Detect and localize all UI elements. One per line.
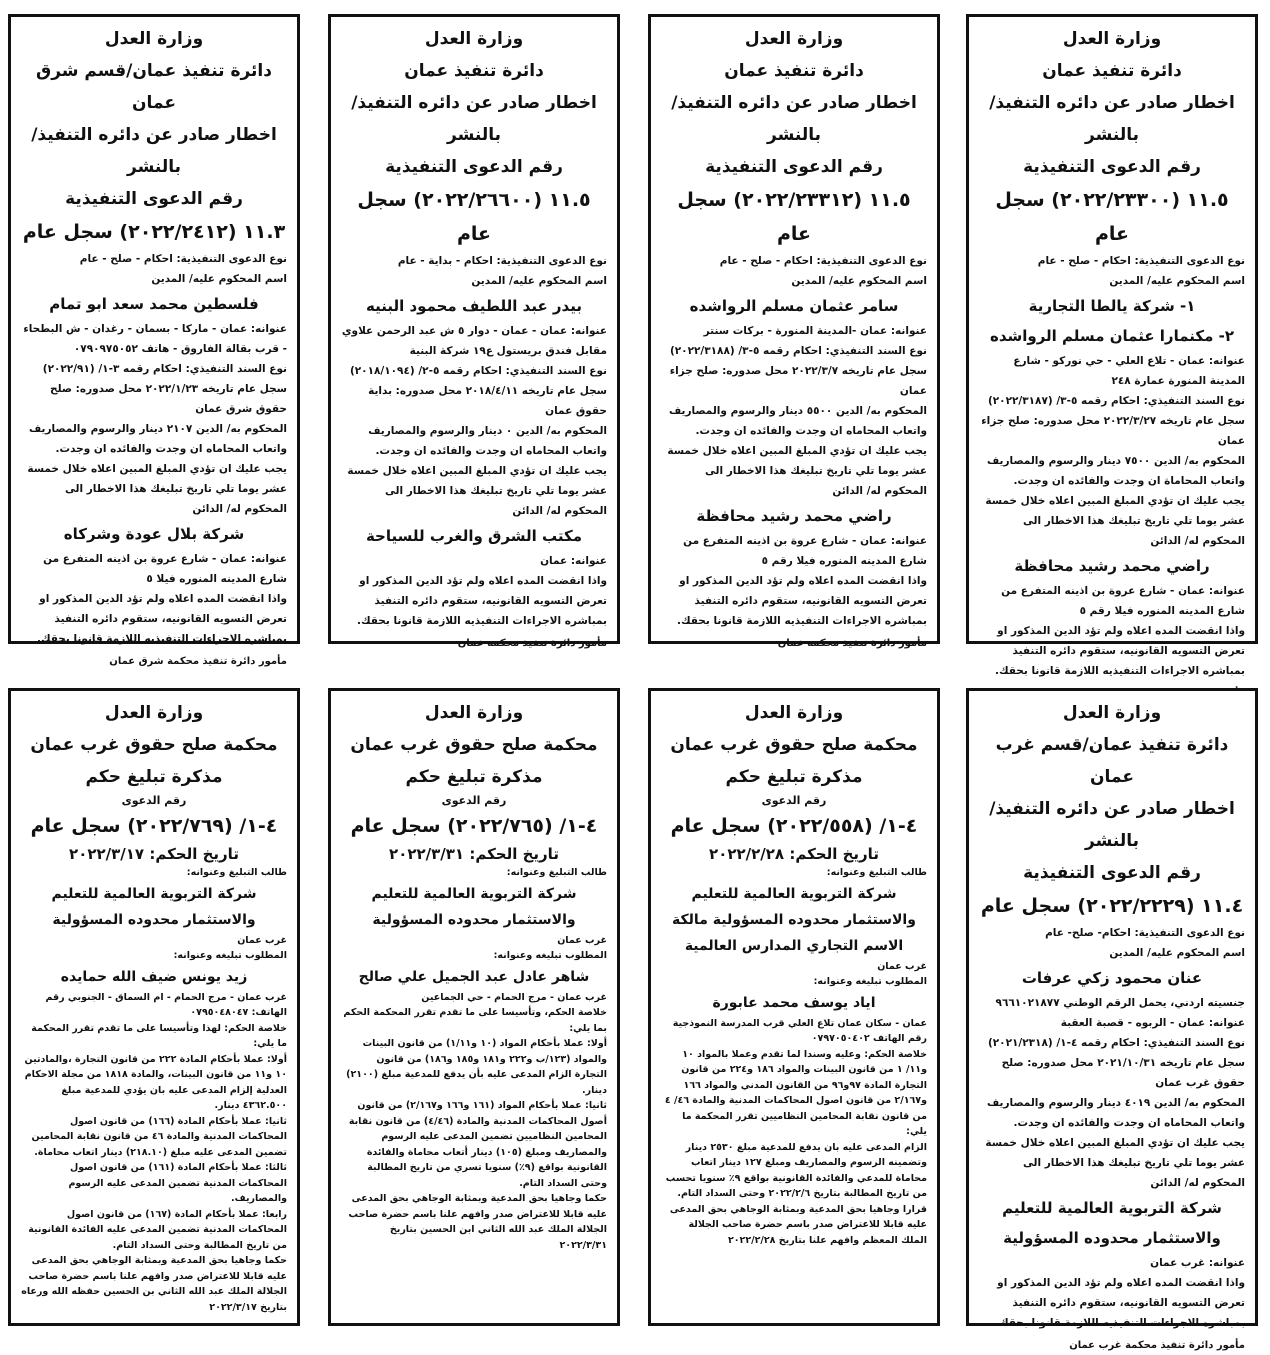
warning-line: واذا انقضت المده اعلاه ولم تؤد الدين المذكور او تعرض التسويه القانونيه، ستقوم دائره التنفيذ بمباشره الاجراءات التنفيذيه اللازمة قانونا بحقك. xyxy=(36,593,287,645)
notice-top-right xyxy=(966,14,1258,677)
plaintiff-name: شركة التربوية العالمية للتعليم والاستثمار محدوده المسؤولية مالكة الاسم التجاري المدارس العالمية xyxy=(672,885,916,954)
case-label: رقم الدعوى التنفيذية xyxy=(385,157,563,177)
court-header: محكمة صلح حقوق غرب عمان xyxy=(30,735,278,755)
instrument-line: نوع السند التنفيذي: احكام رقمه ٣-١/ (٢٠٢٢/٩١) سجل عام تاريخه ٢٠٢٢/١/٢٣ محل صدوره: صلح حقوق شرق عمان xyxy=(42,363,287,415)
judgment-closing: قرارا وجاهيا بحق المدعية وبمثابة الوجاهي بحق المدعى عليه قابلا للاعتراض صدر باسم حضرة صاحب الجلالة الملك المعظم وافهم علنا بتاريخ ٢٠٢٢/٢/٢٨ xyxy=(669,1203,927,1246)
judgment-clause: الزام المدعى عليه بان يدفع للمدعية مبلغ ٢٥٣٠ دينار وتضمينه الرسوم والمصاريف ومبلغ ١٢٧ دينار اتعاب محاماة للمدعي والفائدة القانونية بواقع ٩٪ سنويا تحسب من تاريخ المطالبة بتاريخ ٢٠٢٢/٢/٦ وحتى السداد التام. xyxy=(665,1141,927,1199)
target-address: عمان - سكان عمان تلاع العلي قرب المدرسة النموذجية رقم الهاتف ٠٧٩٧٠٥٠٤٠٢ xyxy=(672,1017,927,1044)
department-header: دائرة تنفيذ عمان xyxy=(404,61,544,81)
ministry-header: وزارة العدل xyxy=(424,703,524,723)
ministry-header: وزارة العدل xyxy=(104,29,204,49)
plaintiff-name: شركة التربوية العالمية للتعليم والاستثمار محدوده المسؤولية xyxy=(51,885,257,928)
creditor-name: مكتب الشرق والغرب للسياحة xyxy=(365,527,583,545)
plaintiff-address: غرب عمان xyxy=(877,960,927,972)
judgment-clause: أولا: عملا بأحكام المادة ٢٢٢ من قانون التجارة ،والمادتين ١٠ و١١ من قانون البينات، والمادة ١٨١٨ من مجلة الاحكام العدلية إلزام المدعى عليه بان يؤدي للمدعية مبلغ ٤٣٦٢.٥٠٠ دينار. xyxy=(24,1053,287,1111)
debtor-name: ١- شركة يالطا التجارية xyxy=(1028,297,1196,315)
plaintiff-address: غرب عمان xyxy=(237,934,287,946)
department-header: دائرة تنفيذ عمان xyxy=(724,61,864,81)
case-number: ١١.٥ (٢٠٢٢/٢٦٦٠٠) سجل عام xyxy=(357,189,591,245)
target-name: زيد يونس ضيف الله حمايده xyxy=(60,968,248,985)
plaintiff-address: غرب عمان xyxy=(557,934,607,946)
case-label: رقم الدعوى التنفيذية xyxy=(1023,863,1201,883)
case-number: ٤-١/ (٢٠٢٢/٥٥٨) سجل عام xyxy=(670,815,918,837)
case-type: نوع الدعوى التنفيذية: احكام - صلح - عام xyxy=(719,255,927,267)
case-type: نوع الدعوى التنفيذية: احكام - بداية - عام xyxy=(397,255,607,267)
plaintiff-label: طالب التبليغ وعنوانه: xyxy=(186,867,287,878)
judgment-date: تاريخ الحكم: ٢٠٢٢/٣/١٧ xyxy=(69,845,239,863)
creditor-name: شركة بلال عودة وشركاه xyxy=(63,525,245,543)
case-label: رقم الدعوى xyxy=(121,794,187,807)
ministry-header: وزارة العدل xyxy=(1062,29,1162,49)
judgment-closing: حكما وجاهيا بحق المدعية وبمثابة الوجاهي بحق المدعى عليه قابلا للاعتراض صدر وافهم علنا باسم حضرة صاحب الجلالة الملك عبد الله الثاني ابن الحسين بتاريخ ٢٠٢٢/٣/٣١ xyxy=(348,1193,607,1251)
memo-type: مذكرة تبليغ حكم xyxy=(85,767,223,787)
notice-type: اخطار صادر عن دائره التنفيذ/ بالنشر xyxy=(671,93,917,145)
memo-type: مذكرة تبليغ حكم xyxy=(405,767,543,787)
case-number: ١١.٤ (٢٠٢٢/٢٢٢٩) سجل عام xyxy=(980,895,1244,917)
debtor-address: عنوانه: عمان -المدينة المنورة - بركات سنتر xyxy=(703,325,927,337)
debtor-label: اسم المحكوم عليه/ المدين xyxy=(471,275,607,287)
plaintiff-label: طالب التبليغ وعنوانه: xyxy=(826,867,927,878)
notice-top-center-left xyxy=(328,14,620,649)
payment-instruction: يجب عليك ان تؤدي المبلغ المبين اعلاه خلال خمسة عشر يوما تلي تاريخ تبليغك هذا الاخطار الى المحكوم له/ الدائن xyxy=(347,465,607,517)
case-type: نوع الدعوى التنفيذية: احكام - صلح - عام xyxy=(79,253,287,265)
judgment-summary: خلاصة الحكم، وتأسيسا على ما تقدم تقرر المحكمة الحكم بما يلي: xyxy=(343,1007,607,1034)
notice-type: اخطار صادر عن دائره التنفيذ/ بالنشر xyxy=(351,93,597,145)
judgment-clause: أولا: عملا بأحكام المواد (١٠ و١/١١) من قانون البينات والمواد (١٢٣/ب و٢٢٢ و١٨١ و١٨٥ و١٨٦) من قانون التجارة الزام المدعى عليه بأن يدفع للمدعية مبلغ (٢١٠٠) دينار. xyxy=(346,1038,607,1096)
debtor-name: ٢- مكنمارا عثمان مسلم الرواشده xyxy=(989,327,1234,345)
judgment-clause: ثالثا: عملا بأحكام المادة (١٦١) من قانون اصول المحاكمات المدنية تضمين المدعى عليه الرسوم والمصاريف. xyxy=(68,1162,287,1204)
debtor-label: اسم المحكوم عليه/ المدين xyxy=(791,275,927,287)
court-header: محكمة صلح حقوق غرب عمان xyxy=(350,735,598,755)
debtor-name: سامر عثمان مسلم الرواشده xyxy=(689,297,899,315)
target-address: غرب عمان - مرج الحمام - ام السماق - الجنوبي رقم الهاتف: ٠٧٩٥٠٤٨٠٤٧ xyxy=(45,991,287,1018)
debtor-address: عنوانه: عمان - الربوه - قصبة العقبة xyxy=(1060,1017,1245,1029)
payment-instruction: يجب عليك ان تؤدي المبلغ المبين اعلاه خلال خمسة عشر يوما تلي تاريخ تبليغك هذا الاخطار الى المحكوم له/ الدائن xyxy=(667,445,927,497)
case-number: ٤-١/ (٢٠٢٢/٧٦٩) سجل عام xyxy=(30,815,278,837)
judgment-date: تاريخ الحكم: ٢٠٢٢/٢/٢٨ xyxy=(709,845,879,863)
judgment-clause: رابعا: عملا بأحكام المادة (١٦٧) من قانون اصول المحاكمات المدنية تضمين المدعى عليه الفائدة القانونية من تاريخ المطالبة وحتى السداد التام. xyxy=(28,1208,287,1251)
case-number: ١١.٥ (٢٠٢٢/٢٣٣٠٠) سجل عام xyxy=(995,189,1229,245)
target-label: المطلوب تبليغه وعنوانه: xyxy=(813,976,927,987)
judgment-clause: ثانيا: عملا بأحكام المادة (١٦٦) من قانون اصول المحاكمات المدنية والمادة ٤٦ من قانون نقابة المحامين تضمين المدعى عليه مبلغ (٢١٨.١٠) دينار اتعاب محاماة. xyxy=(31,1115,287,1158)
warning-line: واذا انقضت المده اعلاه ولم تؤد الدين المذكور او تعرض التسويه القانونيه، ستقوم دائره التنفيذ بمباشره الاجراءات التنفيذيه اللازمة قانونا بحقك. xyxy=(994,1277,1245,1329)
ministry-header: وزارة العدل xyxy=(1062,703,1162,723)
debtor-name: بيدر عبد اللطيف محمود البنيه xyxy=(366,297,582,315)
notice-footer: مأمور دائرة تنفيذ محكمة عمان xyxy=(457,638,607,649)
target-label: المطلوب تبليغه وعنوانه: xyxy=(493,950,607,961)
debtor-name: فلسطين محمد سعد ابو تمام xyxy=(49,295,259,313)
creditor-address: عنوانه: عمان xyxy=(540,555,607,567)
ministry-header: وزارة العدل xyxy=(424,29,524,49)
case-label: رقم الدعوى التنفيذية xyxy=(65,189,243,209)
notice-type: اخطار صادر عن دائره التنفيذ/ بالنشر xyxy=(989,799,1235,851)
memo-bottom-left xyxy=(8,688,300,1326)
amount-line: المحكوم به/ الدين ٤٠١٩ دينار والرسوم والمصاريف واتعاب المحاماه ان وجدت والفائده ان وجدت. xyxy=(987,1097,1245,1129)
notice-top-left xyxy=(8,14,300,667)
memo-bottom-center-right xyxy=(648,688,940,1326)
debtor-nationality: جنسيته اردني، يحمل الرقم الوطني ٩٦٦١٠٢١٨٧٧ xyxy=(995,997,1245,1009)
case-number: ١١.٣ (٢٠٢٢/٢٤١٢) سجل عام xyxy=(22,221,286,243)
judgment-closing: حكما وجاهيا بحق المدعية وبمثابة الوجاهي بحق المدعى عليه قابلا للاعتراض صدر وافهم علنا باسم حضرة صاحب الجلالة الملك عبد الله الثاني بن الحسين حفظه الله ورعاه بتاريخ ٢٠٢٢/٣/١٧ xyxy=(21,1255,287,1313)
amount-line: المحكوم به/ الدين ٧٥٠٠ دينار والرسوم والمصاريف واتعاب المحاماة ان وجدت والفائده ان وجدت. xyxy=(987,455,1245,487)
creditor-address: عنوانه: عمان - شارع عروة بن اذينه المتفرع من شارع المدينه المنوره فيلا رقم ٥ xyxy=(1001,585,1245,617)
warning-line: واذا انقضت المده اعلاه ولم تؤد الدين المذكور او تعرض التسويه القانونيه، ستقوم دائره التنفيذ بمباشره الاجراءات التنفيذيه اللازمة قانونا بحقك. xyxy=(994,625,1245,677)
creditor-name: شركة التربوية العالمية للتعليم والاستثمار محدوده المسؤولية xyxy=(1002,1199,1222,1247)
creditor-address: عنوانه: عمان - شارع عروة بن اذينه المتفرع من شارع المدينه المنوره فيلا ٥ xyxy=(43,553,287,585)
amount-line: المحكوم به/ الدين ٥٥٠٠ دينار والرسوم والمصاريف واتعاب المحاماه ان وجدت والفائده ان وجدت. xyxy=(669,405,927,437)
payment-instruction: يجب عليك ان تؤدي المبلغ المبين اعلاه خلال خمسة عشر يوما تلي تاريخ تبليغك هذا الاخطار الى المحكوم له/ الدائن xyxy=(27,463,287,515)
notice-top-center-right xyxy=(648,14,940,649)
target-address: غرب عمان - مرج الحمام - حي الجماعين xyxy=(421,991,607,1003)
judgment-clause: ثانيا: عملا بأحكام المواد (١٦١ و١٦٦ و٢/١٦٧) من قانون أصول المحاكمات المدنية والمادة (٤/٤٦) من قانون نقابة المحامين النظاميين تضمين المدعى عليه الرسوم والمصاريف ومبلغ (١٠٥) دينار أتعاب محاماة والفائدة القانونية بواقع (٩٪) سنويا تسري من تاريخ المطالبة وحتى السداد التام. xyxy=(348,1100,607,1189)
warning-line: واذا انقضت المده اعلاه ولم تؤد الدين المذكور او تعرض التسويه القانونيه، ستقوم دائره التنفيذ بمباشره الاجراءات التنفيذيه اللازمة قانونا بحقك. xyxy=(676,575,927,627)
memo-bottom-center-left xyxy=(328,688,620,1326)
notice-type: اخطار صادر عن دائره التنفيذ/ بالنشر xyxy=(989,93,1235,145)
case-number: ٤-١/ (٢٠٢٢/٧٦٥) سجل عام xyxy=(350,815,598,837)
instrument-line: نوع السند التنفيذي: احكام رقمه ٥-٣/ (٢٠٢٢/٣١٨٧) سجل عام تاريخه ٢٠٢٢/٣/٢٧ محل صدوره: صلح جزاء عمان xyxy=(981,395,1245,447)
creditor-name: راضي محمد رشيد محافظة xyxy=(696,507,892,525)
notice-footer: مأمور دائرة تنفيذ محكمة غرب عمان xyxy=(1069,1340,1245,1351)
case-number: ١١.٥ (٢٠٢٢/٢٣٣١٢) سجل عام xyxy=(677,189,911,245)
payment-instruction: يجب عليك ان تؤدي المبلغ المبين اعلاه خلال خمسة عشر يوما تلي تاريخ تبليغك هذا الاخطار الى المحكوم له/ الدائن xyxy=(985,495,1245,547)
amount-line: المحكوم به/ الدين ٠ دينار والرسوم والمصاريف واتعاب المحاماه ان وجدت والفائده ان وجدت. xyxy=(368,425,607,457)
debtor-address: عنوانه: عمان - تلاع العلي - حي نوركو - شارع المدينة المنورة عمارة ٢٤٨ xyxy=(1013,355,1245,387)
debtor-label: اسم المحكوم عليه/ المدين xyxy=(1109,275,1245,287)
amount-line: المحكوم به/ الدين ٢١٠٧ دينار والرسوم والمصاريف واتعاب المحاماه ان وجدت والفائده ان وجدت. xyxy=(29,423,287,455)
judgment-summary: خلاصة الحكم: وعليه وسندا لما تقدم وعملا بالمواد ١٠ و١١/ ١ من قانون البينات والمواد ١٨٦ و٢٢٤ من قانون التجارة المادة ٩٧و٩٦ من القانون المدني والمواد ١٦٦ و٢/١٦٧ من قانون اصول المحاكمات المدنية والمادة ٤٦/ ٤ من قانون نقابة المحامين النظاميين تقرر المحكمة ما يلي: xyxy=(664,1048,927,1137)
ministry-header: وزارة العدل xyxy=(744,703,844,723)
debtor-label: اسم المحكوم عليه/ المدين xyxy=(1109,947,1245,959)
creditor-name: راضي محمد رشيد محافظة xyxy=(1014,557,1210,575)
notice-type: اخطار صادر عن دائره التنفيذ/ بالنشر xyxy=(31,125,277,177)
debtor-name: عنان محمود زكي عرفات xyxy=(1021,969,1203,987)
plaintiff-label: طالب التبليغ وعنوانه: xyxy=(506,867,607,878)
case-label: رقم الدعوى التنفيذية xyxy=(705,157,883,177)
ministry-header: وزارة العدل xyxy=(744,29,844,49)
case-label: رقم الدعوى xyxy=(441,794,507,807)
creditor-address: عنوانه: غرب عمان xyxy=(1150,1257,1245,1269)
debtor-address: عنوانه: عمان - ماركا - بسمان - رغدان - ش البطحاء - قرب بقالة الفاروق - هاتف ٠٧٩٠٩٧٥٠٥٢ xyxy=(23,323,287,355)
judgment-summary: خلاصة الحكم: لهذا وتأسيسا على ما تقدم تقرر المحكمة ما يلي: xyxy=(31,1022,287,1049)
department-header: دائرة تنفيذ عمان xyxy=(1042,61,1182,81)
target-name: شاهر عادل عبد الجميل علي صالح xyxy=(358,968,590,985)
creditor-address: عنوانه: عمان - شارع عروة بن اذينه المتفرع من شارع المدينه المنوره فيلا رقم ٥ xyxy=(683,535,927,567)
judgment-date: تاريخ الحكم: ٢٠٢٢/٣/٣١ xyxy=(389,845,559,863)
instrument-line: نوع السند التنفيذي: احكام رقمه ٥-٢/ (٢٠١٨/١٠٩٤) سجل عام تاريخه ٢٠١٨/٤/١١ محل صدوره: بداية حقوق عمان xyxy=(349,365,607,417)
case-type: نوع الدعوى التنفيذية: احكام- صلح- عام xyxy=(1045,927,1245,939)
department-header: دائرة تنفيذ عمان/قسم شرق عمان xyxy=(36,61,272,113)
notice-bottom-right xyxy=(966,688,1258,1351)
department-header: دائرة تنفيذ عمان/قسم غرب عمان xyxy=(995,735,1229,787)
notice-footer: مأمور دائرة تنفيذ محكمة عمان xyxy=(777,638,927,649)
plaintiff-name: شركة التربوية العالمية للتعليم والاستثمار محدوده المسؤولية xyxy=(371,885,577,928)
ministry-header: وزارة العدل xyxy=(104,703,204,723)
memo-type: مذكرة تبليغ حكم xyxy=(725,767,863,787)
target-label: المطلوب تبليغه وعنوانه: xyxy=(173,950,287,961)
case-label: رقم الدعوى التنفيذية xyxy=(1023,157,1201,177)
instrument-line: نوع السند التنفيذي: احكام رقمه ٥-٣/ (٢٠٢٢/٣١٨٨) سجل عام تاريخه ٢٠٢٢/٣/٧ محل صدوره: صلح جزاء عمان xyxy=(669,345,927,397)
target-name: اياد يوسف محمد عابورة xyxy=(712,994,876,1011)
debtor-label: اسم المحكوم عليه/ المدين xyxy=(151,273,287,285)
warning-line: واذا انقضت المده اعلاه ولم تؤد الدين المذكور او تعرض التسويه القانونيه، ستقوم دائره التنفيذ بمباشره الاجراءات التنفيذيه اللازمة قانونا بحقك. xyxy=(356,575,607,627)
debtor-address: عنوانه: عمان - عمان - دوار ٥ ش عبد الرحمن علاوي مقابل فندق بريستول ع١٩ شركة البنية xyxy=(341,325,607,357)
instrument-line: نوع السند التنفيذي: احكام رقمه ٤-١/ (٢٠٢١/٢٣١٨) سجل عام تاريخه ٢٠٢١/١٠/٣١ محل صدوره: صلح حقوق غرب عمان xyxy=(987,1037,1245,1089)
notice-footer: مأمور دائرة تنفيذ محكمة شرق عمان xyxy=(109,656,287,667)
case-label: رقم الدعوى xyxy=(761,794,827,807)
payment-instruction: يجب عليك ان تؤدي المبلغ المبين اعلاه خلال خمسة عشر يوما تلي تاريخ تبليغك هذا الاخطار الى المحكوم له/ الدائن xyxy=(985,1137,1245,1189)
court-header: محكمة صلح حقوق غرب عمان xyxy=(670,735,918,755)
case-type: نوع الدعوى التنفيذية: احكام - صلح - عام xyxy=(1037,255,1245,267)
